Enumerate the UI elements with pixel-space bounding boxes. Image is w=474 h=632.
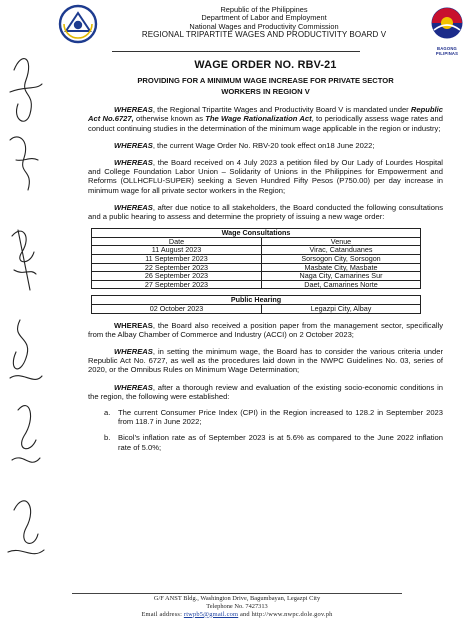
- footer-rule: [72, 593, 402, 594]
- table-row: [92, 304, 421, 313]
- venue-header: Venue: [262, 237, 421, 246]
- list-item-text: Bicol’s inflation rate as of September 2023 is at 5.6% as compared to the June 2022 inflation rate of 5.0%;: [118, 433, 443, 452]
- footer-telephone: Telephone No. 7427313: [206, 602, 268, 610]
- signature-4: [10, 320, 42, 379]
- whereas-paragraph-4: [88, 203, 443, 221]
- hearing-venue: Legazpi City, Albay: [262, 304, 421, 313]
- p4-text: , after due notice to all stakeholders, the Board conducted the following consultations and a public hearing to assess and determine the propriety of issuing a new wage order:: [88, 202, 443, 222]
- footer-contacts: [0, 611, 474, 619]
- table-row: [92, 280, 421, 289]
- subtitle-line-2: WORKERS IN REGION V: [221, 87, 310, 97]
- signature-6: [8, 501, 44, 554]
- p1-text-e: , to periodically assess wage rates and conduct continuing studies in the determination of the minimum wage applicable in the region or industry;: [88, 114, 443, 133]
- bagong-pilipinas-emblem-icon: [430, 6, 464, 40]
- p1-text-c: otherwise known as: [133, 114, 206, 124]
- findings-list: [88, 408, 443, 452]
- p1-text-a: , the Regional Tripartite Wages and Productivity Board V is mandated under: [152, 105, 411, 115]
- signature-1: [10, 59, 42, 122]
- list-marker: b.: [104, 433, 111, 443]
- whereas-paragraph-3: [88, 158, 443, 195]
- p3-text: , the Board received on 4 July 2023 a petition filed by Our Lady of Lourdes Hospital and College Foundation Labor Union – Solidarity of Unions in the Philippines for Empowerment and Reforms (OLLHCFLU-SUPER) seeking a Seven Hundred Fifty Pesos (P750.00) per day increase in minimum wage for all private sector workers in the Region;: [88, 158, 443, 195]
- date-header: Date: [92, 237, 262, 246]
- whereas-keyword: WHEREAS: [114, 346, 153, 356]
- whereas-paragraph-1: [88, 105, 443, 133]
- commission-line: National Wages and Productivity Commission: [189, 21, 339, 31]
- whereas-keyword: WHEREAS: [114, 382, 153, 392]
- subtitle-line-1: PROVIDING FOR A MINIMUM WAGE INCREASE FOR PRIVATE SECTOR: [137, 76, 394, 86]
- hearing-caption: Public Hearing: [92, 296, 421, 305]
- consultation-venue: Virac, Catanduanes: [262, 246, 421, 255]
- document-body: [88, 58, 443, 459]
- whereas-paragraph-6: [88, 347, 443, 375]
- whereas-keyword: WHEREAS: [114, 140, 153, 150]
- table-row: [92, 272, 421, 281]
- republic-line: Republic of the Philippines: [220, 5, 308, 14]
- republic-act-reference: Republic Act No.6727,: [88, 105, 443, 124]
- consultation-venue: Naga City, Camarines Sur: [262, 272, 421, 281]
- public-hearing-table: [91, 295, 421, 313]
- consultation-date: 11 August 2023: [92, 246, 262, 255]
- consultation-date: 26 September 2023: [92, 272, 262, 281]
- margin-signatures: [0, 40, 50, 600]
- email-label: Email address:: [141, 610, 184, 618]
- list-item: [88, 408, 443, 426]
- consultation-date: 11 September 2023: [92, 255, 262, 264]
- whereas-keyword: WHEREAS: [114, 105, 153, 115]
- footer-address: G/F ANST Bldg., Washington Drive, Bagumbayan, Legazpi City: [153, 595, 321, 602]
- p7-text: , after a thorough review and evaluation of the existing socio-economic conditions in the region, the following were established:: [88, 382, 443, 401]
- hearing-date: 02 October 2023: [92, 304, 262, 313]
- board-line: REGIONAL TRIPARTITE WAGES AND PRODUCTIVITY BOARD V: [141, 30, 387, 40]
- p6-text: , in setting the minimum wage, the Board has to consider the various criteria under Republic Act No. 6727, as well as the procedures laid down in the NWPC Guidelines No. 03, series of 2020, or the Omnibus Rules on Minimum Wage Determination;: [88, 346, 443, 375]
- website-text[interactable]: and http://www.nwpc.dole.gov.ph: [238, 610, 333, 618]
- wage-consultations-table: [91, 228, 421, 289]
- header-rule: [112, 51, 360, 52]
- consultations-caption: Wage Consultations: [92, 229, 421, 238]
- department-line: Department of Labor and Employment: [201, 13, 327, 23]
- list-marker: a.: [104, 408, 111, 417]
- consultation-date: 22 September 2023: [92, 263, 262, 272]
- whereas-keyword: WHEREAS: [114, 320, 153, 330]
- consultation-venue: Sorsogon City, Sorsogon: [262, 255, 421, 264]
- letterhead: [52, 4, 472, 54]
- bagong-pilipinas-label: BAGONG PILIPINAS: [435, 46, 459, 56]
- dole-seal-logo: [58, 4, 98, 44]
- whereas-paragraph-2: [88, 141, 443, 150]
- p2-text: , the current Wage Order No. RBV-20 took effect on18 June 2022;: [152, 140, 375, 150]
- wage-order-title: WAGE ORDER NO. RBV-21: [194, 59, 337, 71]
- letterhead-footer: [0, 593, 474, 618]
- signature-2: [10, 137, 38, 190]
- whereas-keyword: WHEREAS: [114, 202, 153, 212]
- consultation-venue: Masbate City, Masbate: [262, 263, 421, 272]
- table-row: [92, 255, 421, 264]
- whereas-paragraph-7: [88, 383, 443, 401]
- email-link[interactable]: rtwpb5@gmail.com: [183, 610, 239, 618]
- consultation-venue: Daet, Camarines Norte: [262, 280, 421, 289]
- list-item: [88, 433, 443, 451]
- wage-rationalization-act: The Wage Rationalization Act: [205, 114, 312, 124]
- bagong-pilipinas-logo: [426, 6, 468, 54]
- signature-3: [12, 230, 36, 290]
- wage-order-subtitle: [88, 75, 443, 97]
- signature-5: [12, 406, 40, 463]
- letterhead-text: [114, 6, 414, 40]
- whereas-keyword: WHEREAS: [114, 158, 153, 168]
- list-item-text: The current Consumer Price Index (CPI) in the Region increased to 128.2 in September 2023 from 118.7 in June 2022;: [118, 408, 443, 427]
- consultation-date: 27 September 2023: [92, 280, 262, 289]
- p5-text: , the Board also received a position paper from the management sector, specifically from the Albay Chamber of Commerce and Industry (ACCI) on 2 October 2023;: [88, 320, 443, 339]
- whereas-paragraph-5: [88, 321, 443, 339]
